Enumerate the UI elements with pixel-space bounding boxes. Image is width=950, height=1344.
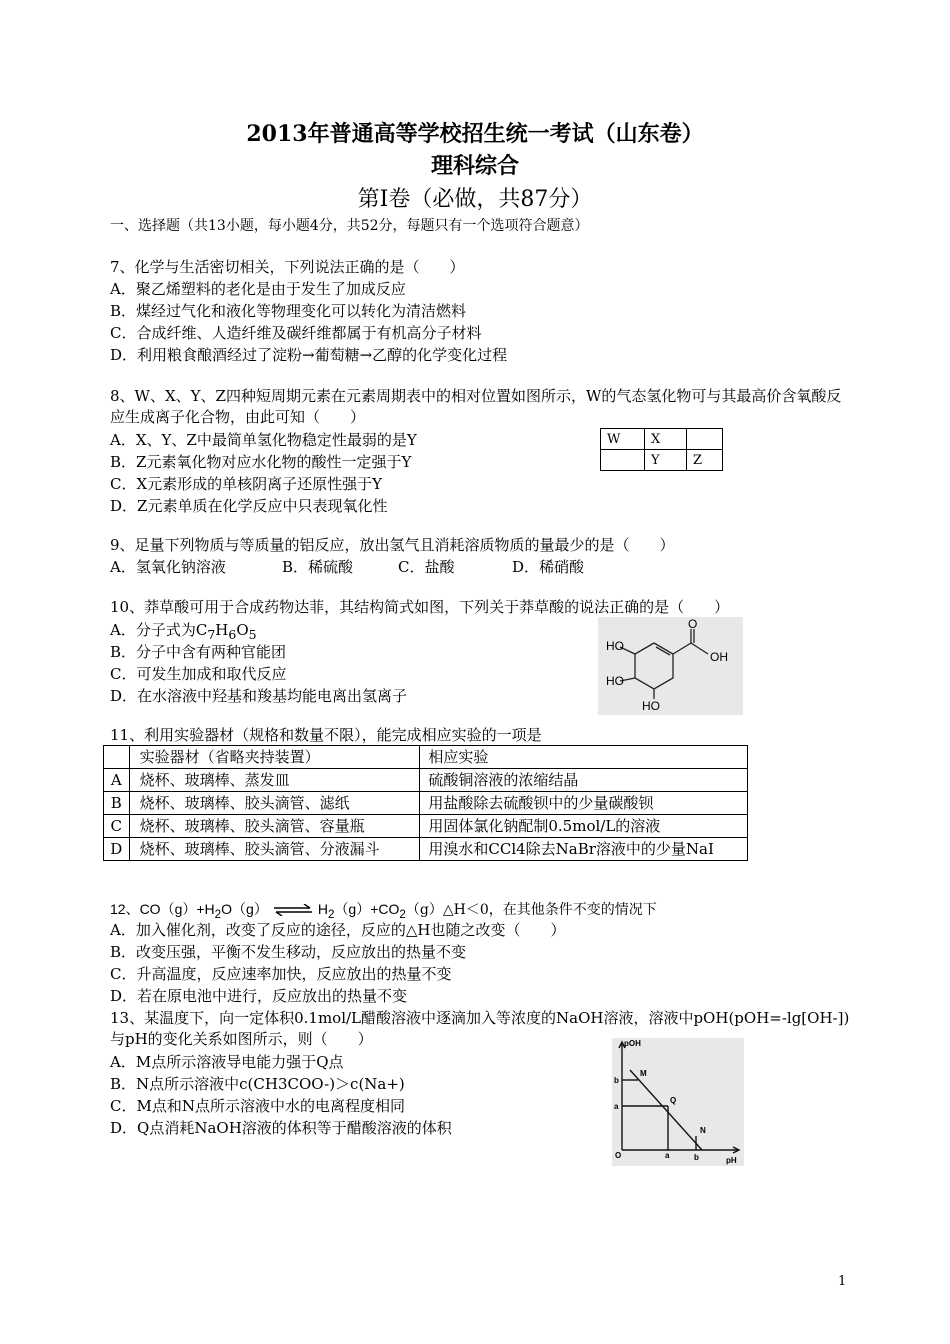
periodic-table-fragment (600, 428, 723, 471)
q12-option-d: D．若在原电池中进行，反应放出的热量不变 (110, 987, 408, 1005)
q11-stem: 11、利用实验器材（规格和数量不限），能完成相应实验的一项是 (110, 726, 542, 744)
q12-option-a: A．加入催化剂，改变了反应的途径，反应的△H也随之改变（ ） (110, 921, 566, 939)
q10-stem: 10、莽草酸可用于合成药物达菲，其结构简式如图，下列关于莽草酸的说法正确的是（ ） (110, 598, 730, 616)
q10-option-a: A．分子式为$C_7H_6O_5$ (110, 621, 257, 642)
label-oh: OH (710, 650, 728, 664)
q8-option-d: D．Z元素单质在化学反应中只表现氧化性 (110, 497, 388, 515)
row-equipment: 烧杯、玻璃棒、胶头滴管、分液漏斗 (129, 838, 420, 861)
row-experiment: 用溴水和CCl4除去NaBr溶液中的少量NaI (420, 838, 748, 861)
cell-y: Y (645, 450, 687, 471)
q11-table (103, 745, 748, 861)
y-axis-label: pOH (624, 1039, 641, 1048)
a-label-y: a (614, 1102, 619, 1111)
shikimic-acid-structure (598, 617, 743, 715)
q8-option-b: B．Z元素氧化物对应水化物的酸性一定强于Y (110, 453, 412, 471)
q10-option-b: B．分子中含有两种官能团 (110, 643, 287, 661)
q10-option-d: D．在水溶液中羟基和羧基均能电离出氢离子 (110, 687, 408, 705)
q7-option-b: B．煤经过气化和液化等物理变化可以转化为清洁燃料 (110, 302, 467, 320)
row-equipment: 烧杯、玻璃棒、蒸发皿 (129, 769, 420, 792)
row-experiment: 硫酸铜溶液的浓缩结晶 (420, 769, 748, 792)
point-n-label: N (700, 1126, 706, 1135)
q10-option-c: C．可发生加成和取代反应 (110, 665, 287, 683)
q7-stem: 7、化学与生活密切相关，下列说法正确的是（ ） (110, 258, 465, 276)
q13-option-c: C．M点和N点所示溶液中水的电离程度相同 (110, 1097, 405, 1115)
q9-stem: 9、足量下列物质与等质量的铝反应，放出氢气且消耗溶质物质的量最少的是（ ） (110, 536, 675, 554)
q7-option-d: D．利用粮食酿酒经过了淀粉→葡萄糖→乙醇的化学变化过程 (110, 346, 508, 364)
q12-stem: 12、$CO(g)+H_2O(g)$ $H_2(g)+CO_2(g)\triangle H<0$，在其他条件不变的情况下 (110, 901, 657, 921)
section-title: 第I卷（必做，共87分） (357, 187, 593, 212)
instruction: 一、选择题（共13小题，每小题4分，共52分，每题只有一个选项符合题意） (110, 218, 589, 234)
table-row (104, 792, 748, 815)
q13-option-d: D．Q点消耗NaOH溶液的体积等于醋酸溶液的体积 (110, 1119, 452, 1137)
q9-option-b: B．稀硫酸 (282, 558, 354, 576)
row-experiment: 用固体氯化钠配制0.5mol/L的溶液 (420, 815, 748, 838)
row-label: B (104, 792, 130, 815)
b-label-x: b (694, 1153, 699, 1162)
header-cell (104, 746, 130, 769)
q9-option-d: D．稀硝酸 (512, 558, 585, 576)
row-label: C (104, 815, 130, 838)
page-number: 1 (838, 1274, 847, 1289)
q7-option-c: C．合成纤维、人造纤维及碳纤维都属于有机高分子材料 (110, 324, 482, 342)
row-equipment: 烧杯、玻璃棒、胶头滴管、滤纸 (129, 792, 420, 815)
cell-empty-1 (687, 429, 723, 450)
row-label: A (104, 769, 130, 792)
table-header-row (104, 746, 748, 769)
poh-ph-graph (612, 1038, 744, 1166)
q7-option-a: A．聚乙烯塑料的老化是由于发生了加成反应 (110, 280, 406, 298)
label-ho-3: HO (642, 699, 660, 713)
row-label: D (104, 838, 130, 861)
exam-title: 2013年普通高等学校招生统一考试（山东卷） (246, 121, 704, 147)
label-ho-1: HO (606, 639, 624, 653)
q8-option-c: C．X元素形成的单核阴离子还原性强于Y (110, 475, 383, 493)
cell-x: X (645, 429, 687, 450)
row-equipment: 烧杯、玻璃棒、胶头滴管、容量瓶 (129, 815, 420, 838)
header-cell: 相应实验 (420, 746, 748, 769)
q9-option-c: C．盐酸 (398, 558, 455, 576)
label-ho-2: HO (606, 674, 624, 688)
q13-option-a: A．M点所示溶液导电能力强于Q点 (110, 1053, 344, 1071)
exam-subtitle: 理科综合 (430, 153, 519, 179)
q13-stem: 13、某温度下，向一定体积0.1mol/L醋酸溶液中逐滴加入等浓度的NaOH溶液，溶液中pOH(pOH=-lg[OH-])与pH的变化关系如图所示，则（ ） (110, 1009, 850, 1048)
equilibrium-arrow-icon (272, 904, 314, 916)
table-row (104, 838, 748, 861)
cell-empty-2 (601, 450, 645, 471)
point-q-label: Q (670, 1096, 677, 1105)
origin-label: O (615, 1151, 622, 1160)
a-label-x: a (665, 1151, 670, 1160)
cell-z: Z (687, 450, 723, 471)
q13-option-b: B．N点所示溶液中c(CH3COO-)＞c(Na+) (110, 1075, 405, 1093)
q12-option-c: C．升高温度，反应速率加快，反应放出的热量不变 (110, 965, 452, 983)
q8-stem: 8、W、X、Y、Z四种短周期元素在元素周期表中的相对位置如图所示，W的气态氢化物可与其最高价含氧酸反应生成离子化合物，由此可知（ ） (110, 387, 842, 426)
row-experiment: 用盐酸除去硫酸钡中的少量碳酸钡 (420, 792, 748, 815)
x-axis-label: pH (726, 1156, 737, 1165)
header-cell: 实验器材（省略夹持装置） (129, 746, 420, 769)
table-row (104, 769, 748, 792)
label-o: O (688, 617, 698, 631)
q8-option-a: A．X、Y、Z中最简单氢化物稳定性最弱的是Y (110, 431, 417, 449)
table-row (104, 815, 748, 838)
point-m-label: M (640, 1069, 647, 1078)
b-label-y: b (614, 1076, 619, 1085)
q9-option-a: A．氢氧化钠溶液 (110, 558, 226, 576)
q12-option-b: B．改变压强，平衡不发生移动，反应放出的热量不变 (110, 943, 467, 961)
cell-w: W (601, 429, 645, 450)
